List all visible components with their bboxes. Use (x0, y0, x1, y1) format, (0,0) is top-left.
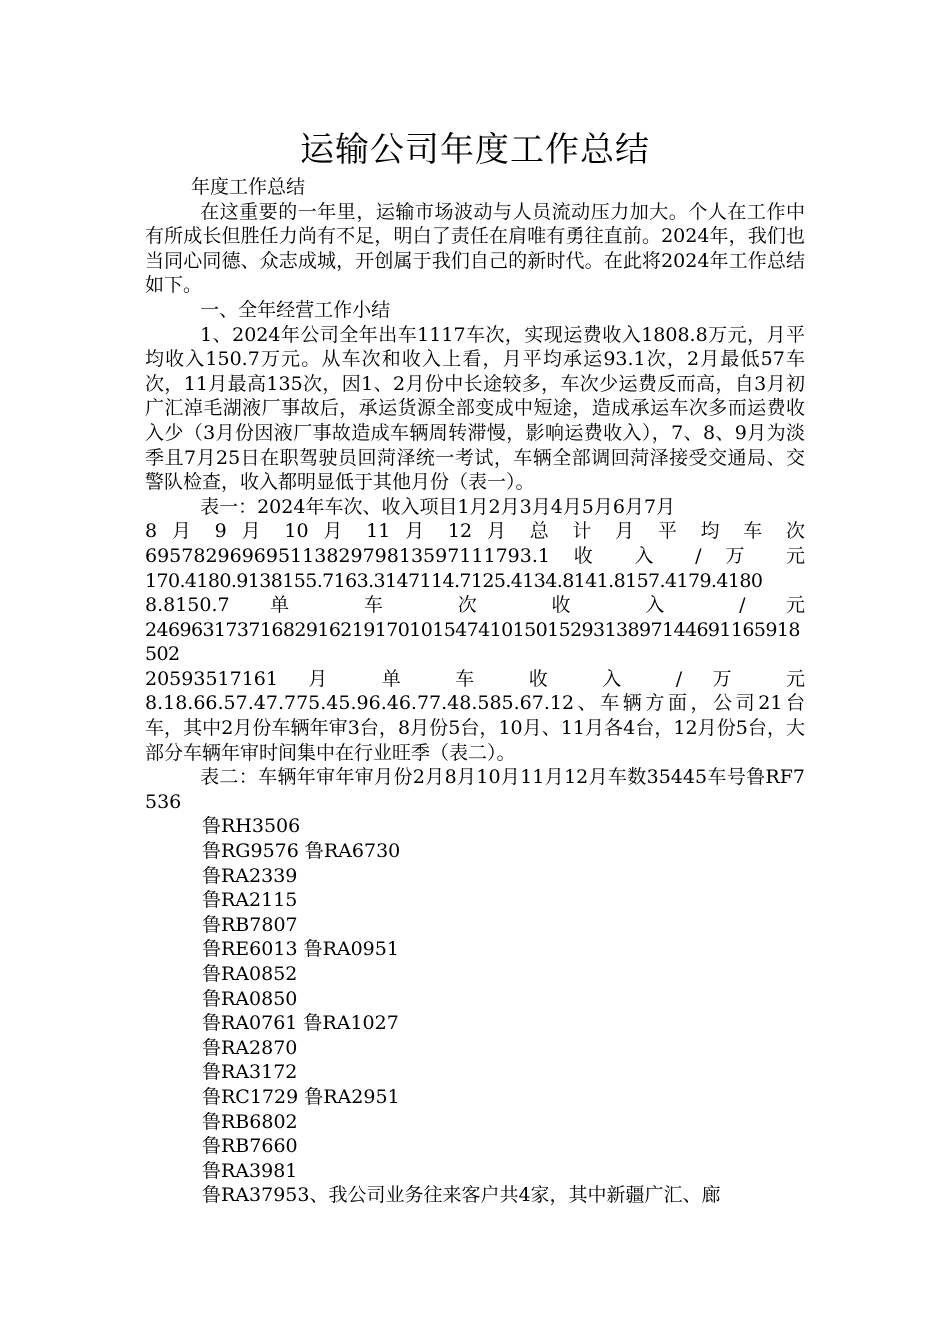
plate-line: 鲁RC1729 鲁RA2951 (202, 1085, 400, 1108)
table1-line-5: 8.8150.7 单 车 次 收 入 / 元 (145, 594, 805, 617)
paragraph-1: 1、2024年公司全年出车1117车次，实现运费收入1808.8万元，月平均收入150.7万元。从车次和收入上看，月平均承运93.1次，2月最低57车次，11月最高135次，因1、2月份中长途较多，车次少运费反而高，自3月初广汇淖毛湖液厂事故后，承运货源全部变成中短途，造成承运车次多而运费收入少（3月份因液厂事故造成车辆周转滞慢，影响运费收入），7、8、9月为淡季且7月25日在职驾驶员回菏泽统一考试，车辆全部调回菏泽接受交通局、交警队检查，收入都明显低于其他月份（表一）。 (145, 323, 805, 494)
plate-line: 鲁RA2115 (202, 889, 298, 912)
section-heading-1: 一、全年经营工作小结 (200, 298, 391, 321)
plate-line: 鲁RA37953、我公司业务往来客户共4家，其中新疆广汇、廊 (202, 1184, 721, 1207)
plate-line: 鲁RA3172 (202, 1061, 298, 1084)
plate-line: 鲁RA2339 (202, 864, 298, 887)
intro-paragraph: 在这重要的一年里，运输市场波动与人员流动压力加大。个人在工作中有所成长但胜任力尚有不足，明白了责任在肩唯有勇往直前。2024年，我们也当同心同德、众志成城，开创属于我们自己的新时代。在此将2024年工作总结如下。 (145, 200, 805, 297)
plate-line: 鲁RB6802 (202, 1110, 298, 1133)
table1-line-6: 246963173716829162191701015474101501529313897144691165918502 (145, 618, 800, 666)
plate-line: 鲁RB7807 (202, 913, 298, 936)
table1-line-4: 170.4180.9138155.7163.3147114.7125.4134.8141.8157.4179.4180 (145, 569, 763, 592)
table1-line-7: 20593517161 月 单 车 收 入 / 万 元 (145, 667, 805, 690)
document-body (145, 175, 805, 1208)
plate-line: 鲁RG9576 鲁RA6730 (202, 840, 401, 863)
subtitle: 年度工作总结 (191, 176, 306, 198)
plate-line: 鲁RE6013 鲁RA0951 (202, 938, 399, 961)
table2-line-1: 表二：车辆年审年审月份2月8月10月11月12月车数35445车号鲁RF7536 (145, 766, 805, 813)
plate-line: 鲁RA3981 (202, 1159, 298, 1182)
plate-line: 鲁RA0850 (202, 987, 298, 1010)
table1-line-1: 表一：2024年车次、收入项目1月2月3月4月5月6月7月 (200, 495, 676, 518)
document-title: 运输公司年度工作总结 (300, 130, 650, 170)
plate-line: 鲁RH3506 (202, 815, 301, 838)
plate-line: 鲁RA0852 (202, 963, 298, 985)
plate-line: 鲁RA0761 鲁RA1027 (202, 1012, 399, 1035)
plate-line: 鲁RB7660 (202, 1135, 298, 1158)
table1-line-8: 8.18.66.57.47.775.45.96.46.77.48.585.67.12、车辆方面，公司21台车，其中2月份车辆年审3台，8月份5台，10月、11月各4台，12月份5台，大部分车辆年审时间集中在行业旺季（表二）。 (145, 692, 805, 764)
table1-line-3: 69578296969511382979813597111793.1 收 入 / 万 元 (145, 544, 805, 567)
table1-line-2: 8 月 9 月 10 月 11 月 12 月 总 计 月 平 均 车 次 (145, 520, 805, 543)
plate-line: 鲁RA2870 (202, 1036, 298, 1059)
plate-list (145, 814, 805, 1208)
